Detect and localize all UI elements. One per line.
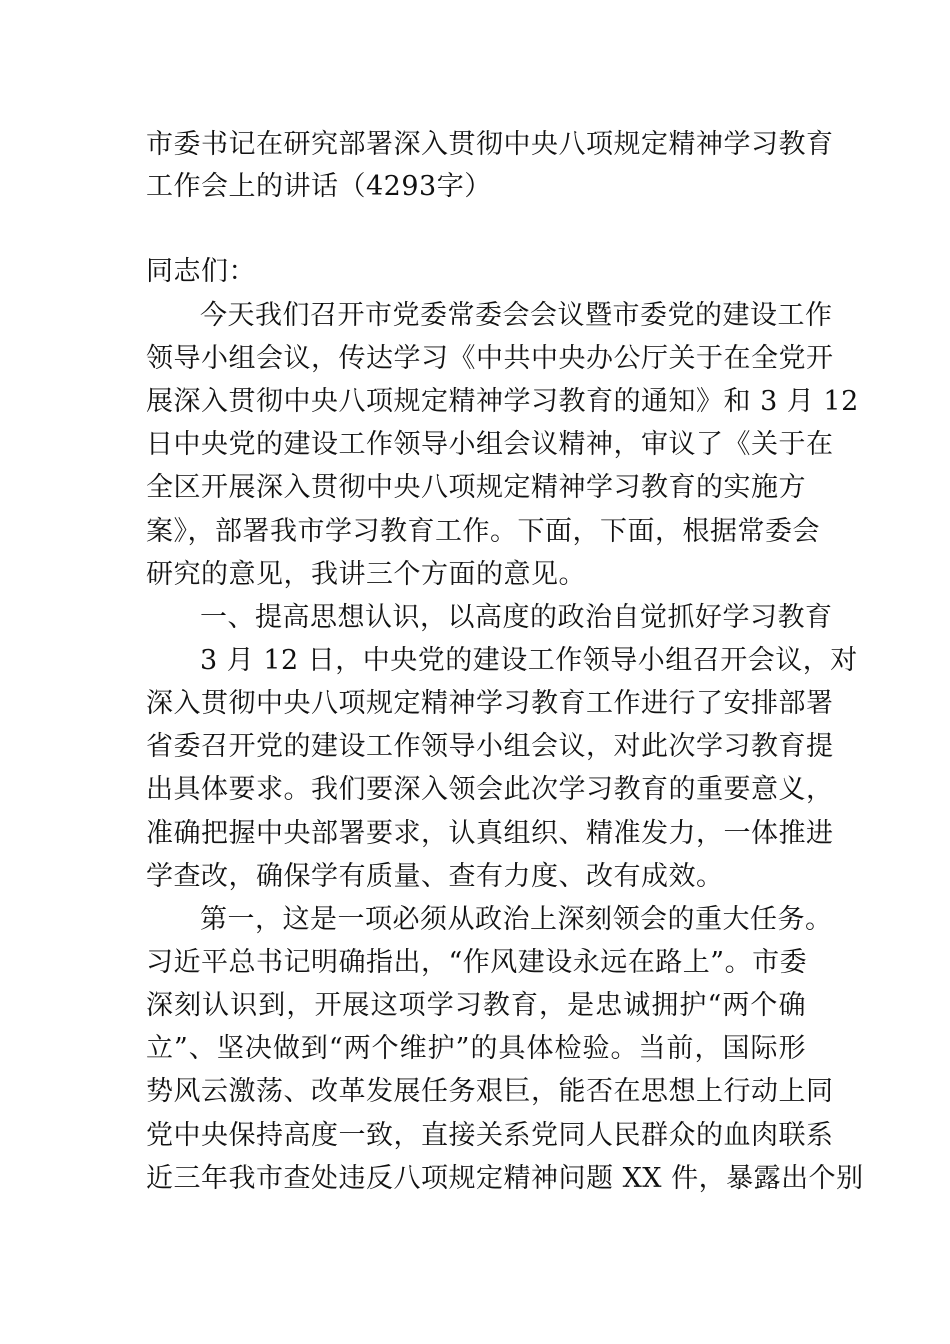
body-line: 出具体要求。我们要深入领会此次学习教育的重要意义， <box>146 774 834 805</box>
body-line: 领导小组会议，传达学习《中共中央办公厅关于在全党开 <box>146 343 834 374</box>
document-title-line-1: 市委书记在研究部署深入贯彻中央八项规定精神学习教育 <box>146 129 834 160</box>
body-line: 日中央党的建设工作领导小组会议精神，审议了《关于在 <box>146 429 834 460</box>
body-line: 省委召开党的建设工作领导小组会议，对此次学习教育提 <box>146 731 834 762</box>
body-line: 党中央保持高度一致，直接关系党同人民群众的血肉联系 <box>146 1120 834 1151</box>
body-line: 准确把握中央部署要求，认真组织、精准发力，一体推进 <box>146 818 834 849</box>
body-line: 深入贯彻中央八项规定精神学习教育工作进行了安排部署 <box>146 688 834 719</box>
body-line: 近三年我市查处违反八项规定精神问题 XX 件，暴露出个别 <box>146 1163 864 1194</box>
body-line: 深刻认识到，开展这项学习教育，是忠诚拥护“两个确 <box>146 990 806 1021</box>
body-line: 势风云激荡、改革发展任务艰巨，能否在思想上行动上同 <box>146 1076 834 1107</box>
section-heading: 一、提高思想认识，以高度的政治自觉抓好学习教育 <box>200 602 833 633</box>
body-line: 今天我们召开市党委常委会会议暨市委党的建设工作 <box>200 300 833 331</box>
document-title-line-2: 工作会上的讲话（4293字） <box>146 171 492 202</box>
body-line: 全区开展深入贯彻中央八项规定精神学习教育的实施方 <box>146 472 806 503</box>
body-line: 第一，这是一项必须从政治上深刻领会的重大任务。 <box>200 904 833 935</box>
body-line: 研究的意见，我讲三个方面的意见。 <box>146 559 586 590</box>
body-line: 案》，部署我市学习教育工作。下面，下面，根据常委会 <box>146 516 820 547</box>
body-line: 展深入贯彻中央八项规定精神学习教育的通知》和 3 月 12 <box>146 386 859 417</box>
body-line: 立”、坚决做到“两个维护”的具体检验。当前，国际形 <box>146 1033 806 1064</box>
body-line: 学查改，确保学有质量、查有力度、改有成效。 <box>146 861 724 892</box>
body-line: 习近平总书记明确指出，“作风建设永远在路上”。市委 <box>146 947 808 978</box>
salutation: 同志们： <box>146 256 256 287</box>
body-line: 3 月 12 日，中央党的建设工作领导小组召开会议，对 <box>200 645 858 676</box>
